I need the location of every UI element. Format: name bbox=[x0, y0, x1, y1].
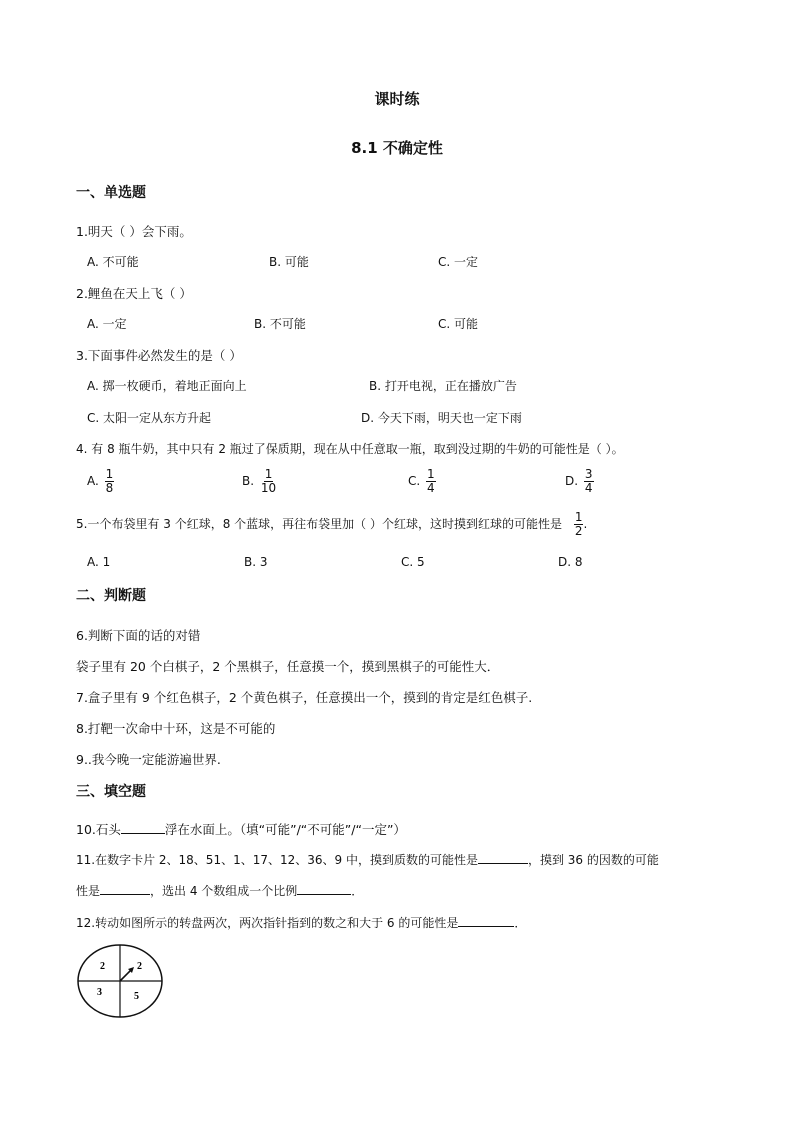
question-12 bbox=[76, 914, 526, 931]
q11-blank-2[interactable] bbox=[100, 884, 150, 895]
q11-text-d: ，选出 4 个数组成一个比例 bbox=[150, 884, 298, 898]
question-4: 4. 有 8 瓶牛奶，其中只有 2 瓶过了保质期，现在从中任意取一瓶，取到没过期的牛奶的可能性是（ ）。 bbox=[76, 442, 624, 456]
q12-blank[interactable] bbox=[458, 916, 514, 927]
q4-option-b bbox=[242, 468, 277, 495]
q12-text-a: 12.转动如图所示的转盘两次，两次指针指到的数之和大于 6 的可能性是 bbox=[76, 916, 459, 930]
spinner-figure bbox=[76, 944, 166, 1020]
q10-text-b: 浮在水面上。（填“可能”/“不可能”/“一定”） bbox=[164, 822, 406, 837]
q5-fraction: $\frac{1}{2}$ bbox=[574, 510, 583, 539]
q10-blank[interactable] bbox=[121, 823, 165, 834]
q5-end: . bbox=[583, 517, 588, 532]
q12-text-b: ． bbox=[514, 916, 527, 930]
section-heading-single-choice: 一、单选题 bbox=[76, 185, 146, 201]
section-heading-true-false: 二、判断题 bbox=[76, 588, 146, 604]
lesson-subtitle: 8.1 不确定性 bbox=[351, 139, 443, 157]
section-heading-fill-blank: 三、填空题 bbox=[76, 784, 146, 800]
q10-text-a: 10.石头 bbox=[76, 822, 121, 837]
question-1: 1.明天（ ）会下雨。 bbox=[76, 224, 192, 239]
q4-option-c bbox=[408, 468, 436, 495]
spinner-label-top-left: 2 bbox=[100, 961, 105, 972]
q1-option-c: C. 一定 bbox=[438, 255, 479, 269]
spinner-label-top-right: 2 bbox=[137, 961, 142, 972]
q3-option-b: B. 打开电视，正在播放广告 bbox=[369, 379, 517, 393]
question-11-line-2 bbox=[76, 882, 363, 899]
q4-option-a-fraction: $\frac{1}{8}$ bbox=[105, 467, 114, 496]
q5-option-d: D. 8 bbox=[558, 555, 583, 569]
q11-text-a: 11.在数字卡片 2、18、51、1、17、12、36、9 中，摸到质数的可能性是 bbox=[76, 853, 478, 867]
q4-option-b-fraction: $\frac{1}{10}$ bbox=[260, 467, 277, 496]
question-5 bbox=[76, 511, 587, 538]
question-11 bbox=[76, 851, 659, 868]
q4-option-d-fraction: $\frac{3}{4}$ bbox=[584, 467, 593, 496]
q11-text-b: ，摸到 36 的因数的可能 bbox=[527, 853, 659, 867]
q2-option-a: A. 一定 bbox=[87, 317, 127, 331]
spinner-label-bottom-left: 3 bbox=[97, 987, 102, 998]
q2-option-b: B. 不可能 bbox=[254, 317, 306, 331]
question-7: 7.盒子里有 9 个红色棋子，2 个黄色棋子，任意摸出一个，摸到的肯定是红色棋子. bbox=[76, 690, 533, 705]
question-8: 8.打靶一次命中十环，这是不可能的 bbox=[76, 721, 276, 736]
page-title: 课时练 bbox=[374, 90, 420, 108]
question-10 bbox=[76, 820, 406, 838]
q11-text-e: ． bbox=[351, 884, 364, 898]
q3-option-d: D. 今天下雨，明天也一定下雨 bbox=[361, 411, 522, 425]
question-3: 3.下面事件必然发生的是（ ） bbox=[76, 348, 242, 363]
q5-option-a: A. 1 bbox=[87, 555, 111, 569]
q11-text-c: 性是 bbox=[76, 884, 101, 898]
q4-option-a bbox=[87, 468, 114, 495]
q11-blank-1[interactable] bbox=[478, 853, 528, 864]
q4-option-c-label: C. bbox=[408, 474, 421, 489]
question-9: 9..我今晚一定能游遍世界. bbox=[76, 752, 221, 767]
q4-option-d bbox=[565, 468, 594, 495]
q5-text: 5.一个布袋里有 3 个红球，8 个蓝球，再往布袋里加（ ）个红球，这时摸到红球的可能性是 bbox=[76, 517, 562, 532]
q1-option-b: B. 可能 bbox=[269, 255, 309, 269]
q2-option-c: C. 可能 bbox=[438, 317, 479, 331]
q4-option-c-fraction: $\frac{1}{4}$ bbox=[427, 467, 435, 496]
q3-option-a: A. 掷一枚硬币，着地正面向上 bbox=[87, 379, 247, 393]
question-6: 6.判断下面的话的对错 bbox=[76, 628, 201, 643]
q5-option-c: C. 5 bbox=[401, 555, 425, 569]
q1-option-a: A. 不可能 bbox=[87, 255, 139, 269]
q4-option-a-label: A. bbox=[87, 474, 99, 489]
q4-option-b-label: B. bbox=[242, 474, 255, 489]
q4-option-d-label: D. bbox=[565, 474, 579, 489]
question-6-statement: 袋子里有 20 个白棋子，2 个黑棋子，任意摸一个，摸到黑棋子的可能性大． bbox=[76, 659, 500, 674]
q11-blank-3[interactable] bbox=[297, 884, 351, 895]
spinner-label-bottom-right: 5 bbox=[134, 991, 139, 1002]
q3-option-c: C. 太阳一定从东方升起 bbox=[87, 411, 212, 425]
question-2: 2.鲤鱼在天上飞（ ） bbox=[76, 286, 192, 301]
q5-option-b: B. 3 bbox=[244, 555, 268, 569]
